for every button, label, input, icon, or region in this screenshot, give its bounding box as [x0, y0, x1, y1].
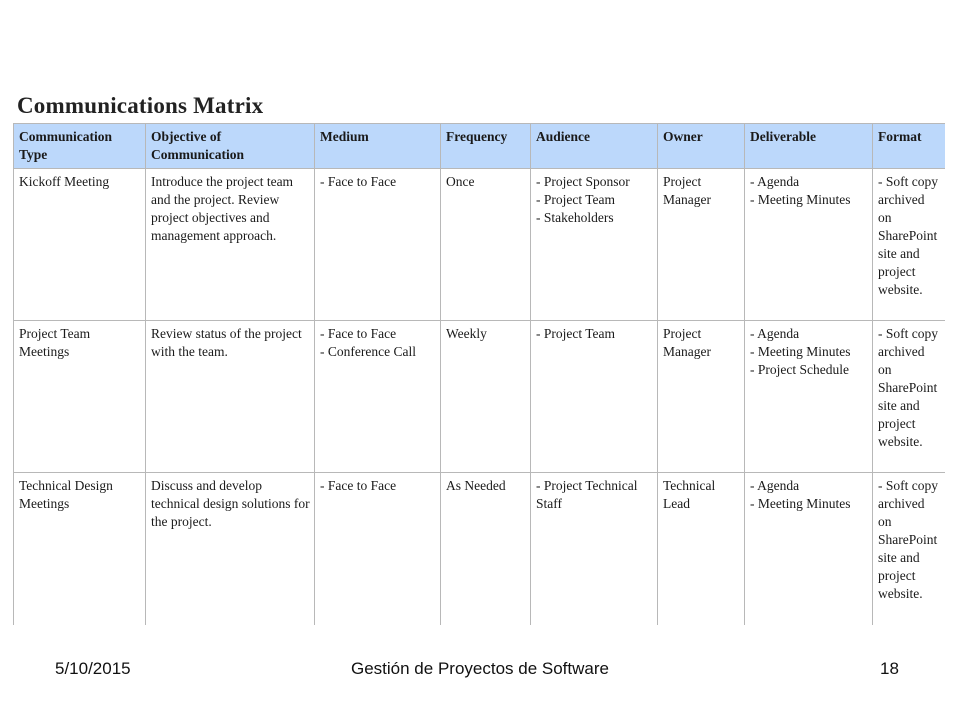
table-row — [14, 169, 946, 321]
table-cell: Project Manager — [658, 169, 745, 321]
table-cell: Project Manager — [658, 321, 745, 473]
matrix-title: Communications Matrix — [17, 93, 264, 118]
table-cell: Weekly — [441, 321, 531, 473]
table-cell: Project Team Meetings — [14, 321, 146, 473]
column-header: Format — [873, 124, 946, 169]
table-cell: As Needed — [441, 473, 531, 626]
column-header: Medium — [315, 124, 441, 169]
table-cell: Introduce the project team and the project. Review project objectives and management approach. — [146, 169, 315, 321]
communications-matrix-table — [13, 123, 945, 625]
page-number: 18 — [880, 659, 899, 678]
table-container — [13, 123, 945, 625]
column-header: Deliverable — [745, 124, 873, 169]
column-header: Objective of Communication — [146, 124, 315, 169]
table-cell: - Project Team — [531, 321, 658, 473]
footer-date: 5/10/2015 — [55, 659, 131, 678]
column-header: Audience — [531, 124, 658, 169]
table-cell: - Face to Face — [315, 169, 441, 321]
table-cell: Discuss and develop technical design solutions for the project. — [146, 473, 315, 626]
footer-title: Gestión de Proyectos de Software — [351, 659, 609, 678]
table-cell: - Project Sponsor - Project Team - Stakeholders — [531, 169, 658, 321]
table-cell: - Soft copy archived on SharePoint site and project website. — [873, 169, 946, 321]
table-cell: - Agenda - Meeting Minutes — [745, 473, 873, 626]
table-cell: - Face to Face — [315, 473, 441, 626]
column-header: Communication Type — [14, 124, 146, 169]
table-cell: Review status of the project with the team. — [146, 321, 315, 473]
table-cell: Kickoff Meeting — [14, 169, 146, 321]
table-cell: - Face to Face - Conference Call — [315, 321, 441, 473]
column-header: Owner — [658, 124, 745, 169]
table-cell: Once — [441, 169, 531, 321]
table-cell: Technical Lead — [658, 473, 745, 626]
table-cell: - Agenda - Meeting Minutes — [745, 169, 873, 321]
table-cell: - Agenda - Meeting Minutes - Project Schedule — [745, 321, 873, 473]
column-header: Frequency — [441, 124, 531, 169]
table-cell: - Project Technical Staff — [531, 473, 658, 626]
table-row — [14, 321, 946, 473]
table-cell: - Soft copy archived on SharePoint site and project website. — [873, 473, 946, 626]
table-row — [14, 473, 946, 626]
table-cell: - Soft copy archived on SharePoint site and project website. — [873, 321, 946, 473]
table-cell: Technical Design Meetings — [14, 473, 146, 626]
header-row — [14, 124, 946, 169]
